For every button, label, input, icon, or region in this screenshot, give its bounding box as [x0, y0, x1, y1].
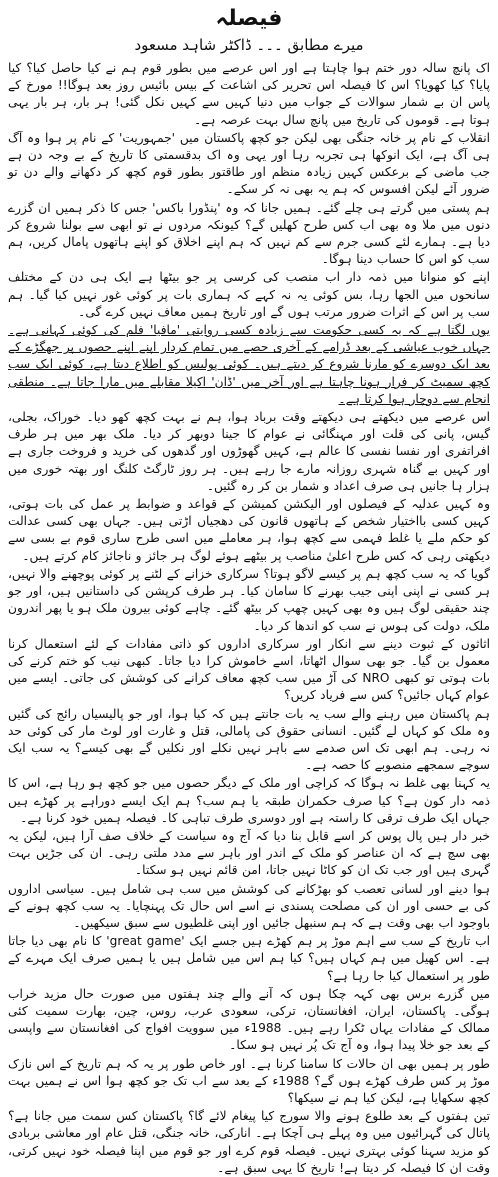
column-title: فیصلہ — [215, 6, 283, 31]
paragraph: طور پر ہمیں بھی ان حالات کا سامنا کرنا ہے۔ اور خاص طور پر یہ کہ ہم تاریخ کے اس نازک موڑ پر کس طرف کھڑے ہوں گے؟ 1988ء کے بعد سے اب تک جو کچھ ہوا اس نے ہمیں بہت کچھ سکھایا ہے، لیکن کیا ہم نے سیکھا؟ — [8, 1056, 490, 1105]
paragraph: اپنے کو منوانا میں ذمہ دار اب منصب کی کرسی پر جو بیٹھا ہے ایک ہی دن کے مختلف سانحوں میں الجھا رہا، بس کوئی یہ نہ کہے کہ ہماری بات پر کوئی غور نہیں کیا گیا۔ ہم سب پر اس کے اثرات ضرور مرتب ہوں گے اور تاریخ ہمیں معاف نہیں کرے گی۔ — [8, 270, 490, 319]
paragraph: گویا کہ یہ سب کچھ ہم پر کیسے لاگو ہوتا؟ سرکاری خزانے کے لٹنے پر کوئی پوچھنے والا نہیں، ہر کسی نے اپنی اپنی جیب بھرنے کا سامان کیا۔ ہر طرف کرپشن کی داستانیں ہیں، اور جو چند حقیقی لوگ ہیں وہ بھی کہیں چھپ کر بیٹھ گئے۔ چاہے کوئی بیرون ملک ہو یا پھر اندرون ملک، دولت کی ہوس نے سب کو اندھا کر دیا۔ — [8, 566, 490, 633]
paragraph: یہ کہنا بھی غلط نہ ہوگا کہ کراچی اور ملک کے دیگر حصوں میں جو کچھ ہو رہا ہے، اس کا ذمہ دار کون ہے؟ کیا صرف حکمران طبقہ یا ہم سب؟ ہم ایک ایسے دوراہے پر کھڑے ہیں جہاں ایک طرف ترقی کا راستہ ہے اور دوسری طرف تباہی کا۔ فیصلہ ہمیں خود کرنا ہے۔ — [8, 776, 490, 825]
column-byline: میرے مطابق ۔۔۔ ڈاکٹر شاہد مسعود — [134, 36, 364, 54]
paragraph: ہم پستی میں گرتے ہی چلے گئے۔ ہمیں جانا کہ وہ 'پنڈورا باکس' جس کا ذکر ہمیں ان گزرے دنوں میں ملا وہ بھی اب کس طرح کھلیں گے؟ کیونکہ مردوں نے تو ابھی سے بولنا شروع کر دیا ہے۔ ہمارے لئے کسی جرم سے کم نہیں کہ ہم اپنے اخلاق کو اپنے ہاتھوں پامال کریں، ہم سب کو اس کا حساب دینا ہوگا۔ — [8, 200, 490, 267]
paragraph: وہ کہیں عدلیہ کے فیصلوں اور الیکشن کمیشن کے قواعد و ضوابط پر عمل کی بات ہوتی، کہیں کسی بااختیار شخص کے ہاتھوں قانون کی دھجیاں اڑتی ہیں۔ جہاں بھی کسی عدالت کو حکم ملے یا غلط فہمی سے کچھ ہوا، ہر معاملے میں اسی طرح ساری قوم بے بسی سے دیکھتی رہی کہ کس طرح اعلیٰ مناصب پر بیٹھے ہوئے لوگ ہر جائز و ناجائز کام کرتے ہیں۔ — [8, 497, 490, 563]
paragraph: ہم پاکستان میں رہنے والے سب یہ بات جانتے ہیں کہ کیا ہوا، اور جو پالیسیاں رائج کی گئیں وہ ملک کو کہاں لے گئیں۔ انسانی حقوق کی پامالی، قتل و غارت اور لوٹ مار کی کوئی حد نہ رہی۔ ہم ابھی تک اس صدمے سے باہر نہیں نکلے اور نکلیں گے بھی کیسے؟ یہ سب ایک سوچے سمجھے منصوبے کا حصہ ہے۔ — [8, 706, 490, 773]
paragraph: اک پانچ سالہ دور ختم ہوا چاہتا ہے اور اس عرصے میں بطور قوم ہم نے کیا حاصل کیا؟ کیا پایا؟ کیا کھویا؟ اس کا فیصلہ اس تحریر کی اشاعت کے بیس بائیس روز بعد ہوگا!! مورخ کے پاس ان بے شمار سوالات کے جواب میں دنیا کہیں سے کہیں نکل گئی! ہر بار، ہر بار یہی ہوتا ہے۔ قوموں کی تاریخ میں پانچ سال بہت عرصہ ہے۔ — [8, 61, 490, 127]
closing-paragraph: تین ہفتوں کے بعد طلوع ہونے والا سورج کیا پیغام لائے گا؟ پاکستان کس سمت میں جانا ہے؟ پاتال کی گہرائیوں میں وہ پہلے ہی آچکا ہے۔ انارکی، خانہ جنگی، قتل عام اور معاشی بربادی کو مزید سہنا کوئی بہتری نہیں۔ فیصلہ قوم کرے اور جو قوم میں اپنا فیصلہ خود نہیں کرتی، وقت ان کا فیصلہ کر دیتا ہے! تاریخ کا یہی سبق ہے۔ — [8, 1109, 490, 1175]
paragraph: ہوا دینے اور لسانی تعصب کو بھڑکانے کی کوشش میں سب ہی شامل ہیں۔ سیاسی اداروں کی بے حسی اور ان کی مصلحت پسندی نے اسے اس حال تک پہنچایا۔ یہ سب کچھ ہونے کے باوجود اب بھی وقت ہے کہ ہم سنبھل جائیں اور اپنی غلطیوں سے سبق سیکھیں۔ — [8, 881, 490, 930]
paragraph: خبر دار ہیں پال پوس کر اسے قابل بنا دیا کہ آج وہ سیاست کے خلاف صف آرا ہیں، لیکن یہ بھی سچ ہے کہ ان عناصر کو ملک کے اندر اور باہر سے مدد ملتی رہی۔ ان کی جڑیں بہت گہری ہیں اور جب تک ان کو کاٹا نہیں جاتا، امن قائم نہیں ہو سکتا۔ — [8, 828, 490, 878]
paragraph-underlined: یوں لگتا ہے کہ یہ کسی حکومت سے زیادہ کسی روایتی 'مافیا' فلم کی کوئی کہانی ہے۔ جہاں خوب عیاشی کے بعد ڈرامے کے آخری حصے میں تمام کردار اپنے اپنے حصوں پر جھگڑے کے بعد ایک دوسرے کو مارنا شروع کر دیتے ہیں۔ کوئی پولیس کو اطلاع دیتا ہے، کوئی ایک سب کچھ سمیٹ کر فرار ہونا چاہتا ہے اور آخر میں 'ڈان' اکیلا مقابلے میں مارا جاتا ہے۔ منطقی انجام سے دوچار ہوا کرتا ہے۔ — [8, 323, 490, 406]
paragraph: اب تاریخ کے سب سے اہم موڑ پر ہم کھڑے ہیں جسے ایک 'great game' کا نام بھی دیا جاتا ہے۔ اس کھیل میں ہم کہاں ہیں؟ کیا ہم اس میں شامل ہیں یا ہمیں صرف ایک مہرے کے طور پر استعمال کیا جا رہا ہے؟ — [8, 934, 490, 983]
paragraph: انقلاب کے نام پر خانہ جنگی بھی لیکن جو کچھ پاکستان میں 'جمہوریت' کے نام پر ہوا وہ آگ ہی آگ ہے، ایک انوکھا ہی تجربہ رہا اور یہی وہ اک بدقسمتی کا تاریخ کے بے وجہ دن ہے جب ماضی کے برعکس کہیں زیادہ منظم اور طاقتور بطور قوم کچھ کر دکھانے والے دن تو ضرور آئے لیکن افسوس کہ ہم یہ بھی نہ کر سکے۔ — [8, 130, 490, 197]
paragraph: میں گزرے برس بھی کہہ چکا ہوں کہ آنے والے چند ہفتوں میں صورت حال مزید خراب ہوگی۔ پاکستان، ایران، افغانستان، ترکی، سعودی عرب، روس، چین، بھارت سمیت کئی ممالک کے مفادات یہاں ٹکرا رہے ہیں۔ 1988ء میں سوویت افواج کی افغانستان سے واپسی کے بعد جو خلا پیدا ہوا، وہ آج تک پُر نہیں ہو سکا۔ — [8, 986, 491, 1053]
paragraph: اس عرصے میں دیکھتے ہی دیکھتے وقت برباد ہوا، ہم نے بہت کچھ کھو دیا۔ خوراک، بجلی، گیس، پانی کی قلت اور مہنگائی نے عوام کا جینا دوبھر کر دیا۔ ملک بھر میں ہر طرف افراتفری اور نفسا نفسی کا عالم ہے، کہیں گھوڑوں اور گدھوں کی خرید و فروخت جاری ہے اور کہیں بے گناہ شہری روزانہ مارے جا رہے ہیں۔ ہر روز ٹارگٹ کلنگ اور بھتہ خوری میں ہزار ہا جانیں ہی صرف اعداد و شمار بن کر رہ گئیں۔ — [8, 410, 490, 493]
paragraph: اثاثوں کے ثبوت دینے سے انکار اور سرکاری اداروں کو ذاتی مفادات کے لئے استعمال کرنا معمول بن گیا۔ جو بھی سوال اٹھاتا، اسے خاموش کرا دیا جاتا۔ کبھی نیب کو ختم کرنے کی بات ہوتی تو کبھی NRO کی آڑ میں سب کچھ معاف کرانے کی کوشش کی جاتی۔ ایسے میں عوام کہاں جائیں؟ کس سے فریاد کریں؟ — [8, 636, 490, 703]
